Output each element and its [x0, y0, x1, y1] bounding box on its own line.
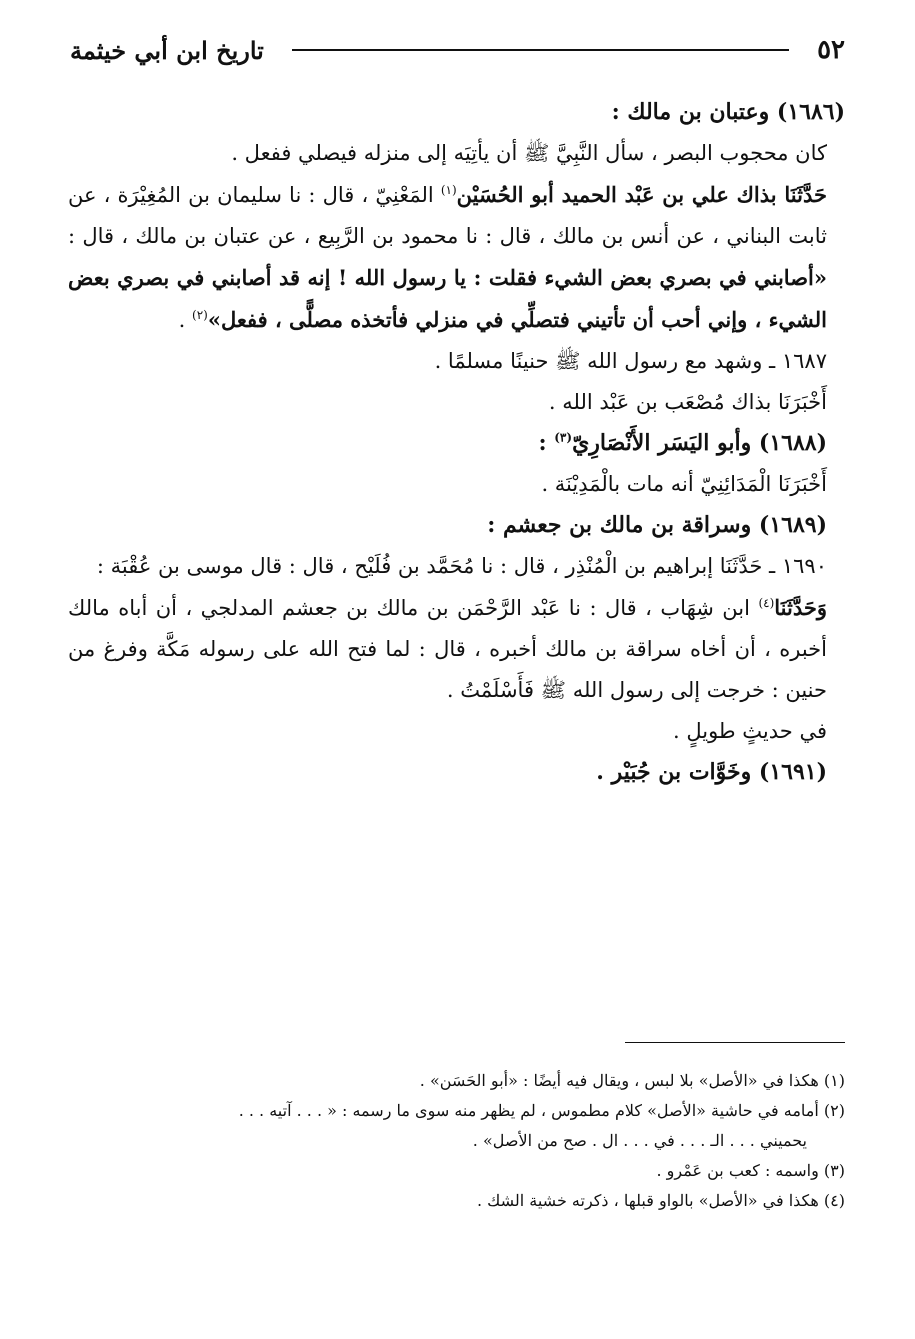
header-rule: [292, 49, 789, 51]
entry-text-1688: أَخْبَرَنَا الْمَدَائِنِيّ أنه مات بالْمَدِيْنَة .: [541, 472, 827, 496]
isnad-start: وَحَدَّثَنَا: [774, 595, 827, 620]
main-text: [68, 92, 845, 793]
footnote-2: (٢) أمامه في حاشية «الأصل» كلام مطموس ، لم يظهر منه سوى ما رسمه : « . . . آتيه . . .: [238, 1101, 845, 1120]
entry-text-1690-b: [68, 587, 845, 711]
running-title: تاريخ ابن أبي خيثمة: [70, 35, 264, 65]
entry-source-1687: أَخْبَرَنَا بذاك مُصْعَب بن عَبْد الله .: [548, 390, 827, 414]
entry-text-1690: ١٦٩٠ ـ حَدَّثَنَا إبراهيم بن الْمُنْذِر ، قال : نا مُحَمَّد بن فُلَيْح ، قال : قال موسى بن عُقْبَة :: [96, 554, 827, 578]
entry-text-1687: ١٦٨٧ ـ وشهد مع رسول الله ﷺ حنينًا مسلمًا .: [434, 349, 827, 373]
entry-heading-1688: [68, 423, 845, 464]
footnote-ref-3: (٣): [554, 430, 573, 445]
footnote-2-continued: يحميني . . . الـ . . . في . . . ال . صح من الأصل» .: [472, 1131, 807, 1150]
entry-heading-1686: (١٦٨٦) وعتبان بن مالك :: [611, 99, 845, 125]
footnote-4: (٤) هكذا في «الأصل» بالواو قبلها ، ذكرته خشية الشك .: [476, 1191, 845, 1210]
period: .: [178, 308, 186, 332]
footnote-ref-1: (١): [440, 183, 457, 197]
isnad-paragraph-1686: [68, 174, 845, 341]
footnote-separator: [625, 1042, 845, 1043]
entry-heading-1691: (١٦٩١) وخَوَّات بن جُبَيْر .: [596, 759, 827, 785]
footnotes: [68, 1066, 845, 1216]
footnote-3: (٣) واسمه : كعب بن عَمْرو .: [656, 1161, 845, 1180]
page-header: [70, 28, 845, 72]
footnote-ref-4: (٤): [758, 596, 775, 610]
isnad-chain: المَعْنِيّ ، قال : نا سليمان بن المُغِيْرَة ، عن ثابت البناني ، عن أنس بن مالك ، قال : نا محمود بن الرَّبِيع ، عن عتبان بن مالك ، قال :: [68, 183, 827, 248]
entry-end-1690: في حديثٍ طويلٍ .: [672, 719, 827, 743]
isnad-chain-start: حَدَّثَنَا بذاك علي بن عَبْد الحميد أبو الحُسَيْن: [456, 182, 827, 207]
footnote-1: (١) هكذا في «الأصل» بلا لبس ، ويقال فيه أيضًا : «أبو الحَسَن» .: [419, 1071, 845, 1090]
entry-description-1686: كان محجوب البصر ، سأل النَّبِيَّ ﷺ أن يأتِيَه إلى منزله فيصلي ففعل .: [231, 141, 827, 165]
entry-heading-1689: (١٦٨٩) وسراقة بن مالك بن جعشم :: [487, 512, 827, 538]
footnote-ref-2: (٢): [192, 308, 208, 322]
isnad-text: ابن شِهَاب ، قال : نا عَبْد الرَّحْمَن بن مالك بن جعشم المدلجي ، أن أباه مالك أخبره ، أن أخاه سراقة بن مالك أخبره ، قال : لما فتح الله على رسوله مَكَّة وفرغ من حنين : خرجت إلى رسول الله ﷺ فَأَسْلَمْتُ .: [68, 596, 827, 702]
page-number: ٥٢: [817, 35, 845, 65]
hadith-quote: «أصابني في بصري بعض الشيء فقلت : يا رسول الله ! إنه قد أصابني في بصري بعض الشيء ، وإني أحب أن تأتيني فتصلِّي في منزلي فأتخذه مصلًّى ، ففعل»: [68, 265, 827, 332]
colon: :: [538, 430, 547, 456]
entry-heading-1688-text: (١٦٨٨) وأبو اليَسَر الأَنْصَارِيّ: [572, 430, 827, 456]
